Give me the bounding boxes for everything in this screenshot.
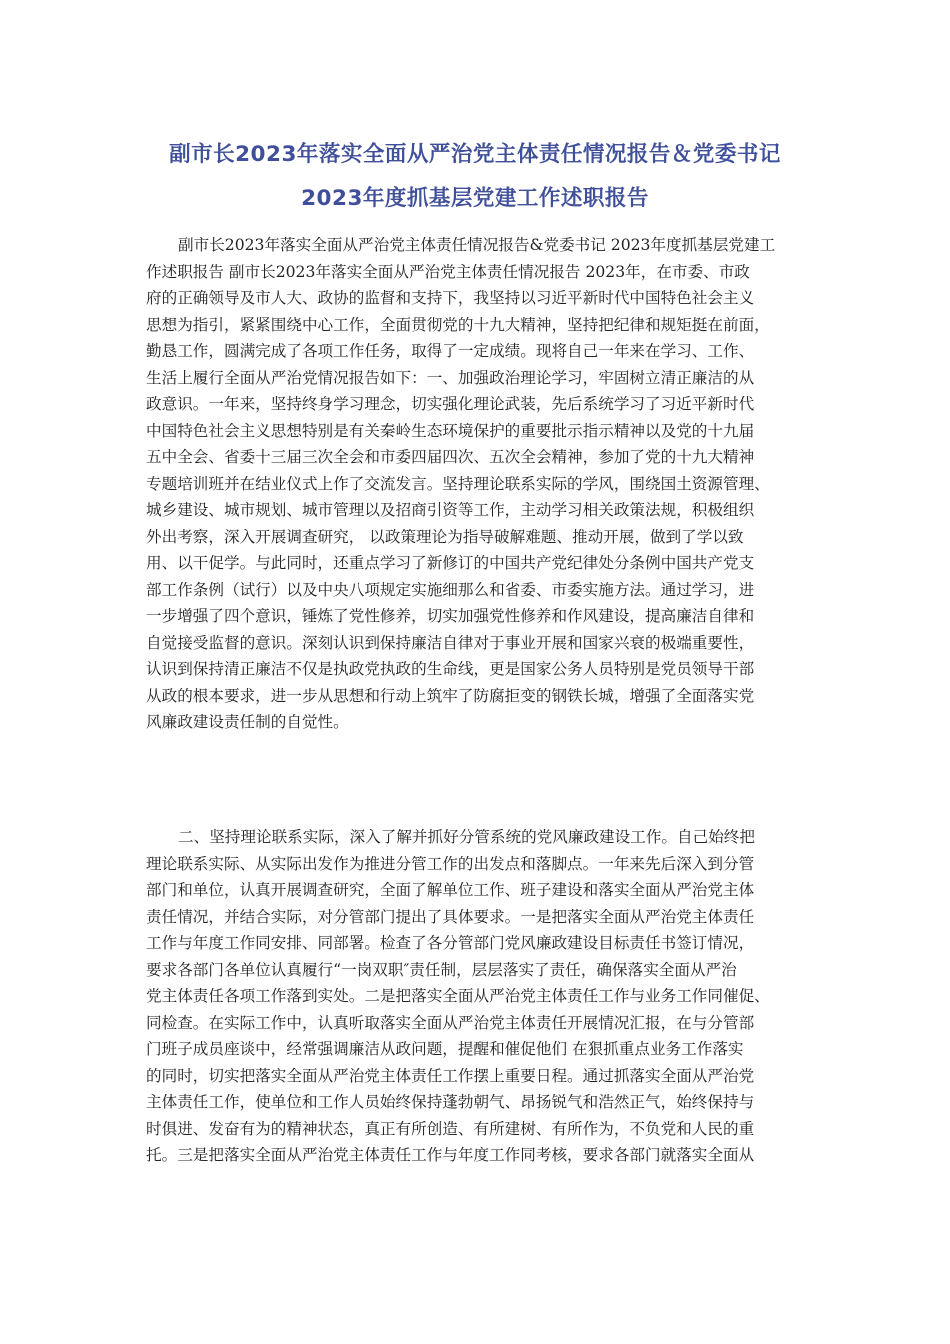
text-line: 专题培训班并在结业仪式上作了交流发言。坚持理论联系实际的学风，围绕国土资源管理、: [146, 474, 770, 493]
text-line: 作述职报告 副市长2023年落实全面从严治党主体责任情况报告 2023年，在市委、市政: [146, 262, 750, 281]
text-line: 从政的根本要求，进一步从思想和行动上筑牢了防腐拒变的钢铁长城，增强了全面落实党: [146, 686, 755, 705]
text-line: 府的正确领导及市人大、政协的监督和支持下，我坚持以习近平新时代中国特色社会主义: [146, 289, 755, 307]
text-line: 自觉接受监督的意识。深刻认识到保持廉洁自律对于事业开展和国家兴衰的极端重要性，: [146, 633, 755, 652]
text-line: 中国特色社会主义思想特别是有关秦岭生态环境保护的重要批示指示精神以及党的十九届: [146, 421, 755, 440]
text-line: 勤恳工作，圆满完成了各项工作任务，取得了一定成绩。现将自己一年来在学习、工作、: [146, 342, 755, 360]
text-line: 认识到保持清正廉洁不仅是执政党执政的生命线，更是国家公务人员特别是党员领导干部: [146, 660, 755, 678]
title-line-1: 副市长2023年落实全面从严治党主体责任情况报告＆党委书记: [169, 142, 781, 167]
text-line: 党主体责任各项工作落到实处。二是把落实全面从严治党主体责任工作与业务工作同催促、: [146, 987, 770, 1005]
text-line: 二、坚持理论联系实际，深入了解并抓好分管系统的党风廉政建设工作。自己始终把: [178, 828, 755, 846]
text-line: 的同时，切实把落实全面从严治党主体责任工作摆上重要日程。通过抓落实全面从严治党: [146, 1066, 755, 1085]
paragraph-1: [146, 232, 810, 736]
text-line: 理论联系实际、从实际出发作为推进分管工作的出发点和落脚点。一年来先后深入到分管: [146, 854, 755, 873]
text-line: 一步增强了四个意识，锤炼了党性修养，切实加强党性修养和作风建设，提高廉洁自律和: [146, 607, 755, 625]
text-line: 主体责任工作，使单位和工作人员始终保持蓬勃朝气、昂扬锐气和浩然正气，始终保持与: [146, 1093, 755, 1111]
text-line: 五中全会、省委十三届三次全会和市委四届四次、五次全会精神，参加了党的十九大精神: [146, 448, 755, 466]
text-line: 用、以干促学。与此同时，还重点学习了新修订的中国共产党纪律处分条例中国共产党支: [146, 554, 755, 572]
text-line: 要求各部门各单位认真履行“一岗双职″责任制，层层落实了责任，确保落实全面从严治: [146, 960, 737, 979]
text-line: 部工作条例（试行）以及中央八项规定实施细那么和省委、市委实施方法。通过学习，进: [146, 580, 755, 599]
text-line: 城乡建设、城市规划、城市管理以及招商引资等工作，主动学习相关政策法规，积极组织: [146, 501, 755, 519]
text-line: 工作与年度工作同安排、同部署。检查了各分管部门党风廉政建设目标责任书签订情况，: [146, 934, 755, 952]
title-line-2: 2023年度抓基层党建工作述职报告: [301, 186, 649, 211]
text-line: 副市长2023年落实全面从严治党主体责任情况报告&党委书记 2023年度抓基层党建工: [178, 236, 776, 254]
paragraph-2: [146, 824, 810, 1169]
text-line: 同检查。在实际工作中，认真听取落实全面从严治党主体责任开展情况汇报，在与分管部: [146, 1013, 755, 1032]
text-line: 思想为指引，紧紧围绕中心工作，全面贯彻党的十九大精神，坚持把纪律和规矩挺在前面，: [146, 315, 770, 334]
text-line: 门班子成员座谈中，经常强调廉洁从政问题，提醒和催促他们 在狠抓重点业务工作落实: [146, 1040, 744, 1058]
document-title: [120, 133, 830, 221]
text-line: 托。三是把落实全面从严治党主体责任工作与年度工作同考核，要求各部门就落实全面从: [146, 1146, 755, 1164]
text-line: 外出考察，深入开展调查研究， 以政策理论为指导破解难题、推动开展，做到了学以致: [146, 527, 744, 546]
text-line: 时俱进、发奋有为的精神状态，真正有所创造、有所建树、有所作为，不负党和人民的重: [146, 1119, 755, 1138]
text-line: 政意识。一年来，坚持终身学习理念，切实强化理论武装，先后系统学习了习近平新时代: [146, 395, 755, 413]
text-line: 部门和单位，认真开展调查研究，全面了解单位工作、班子建设和落实全面从严治党主体: [146, 881, 755, 899]
text-line: 风廉政建设责任制的自觉性。: [146, 713, 349, 731]
text-line: 生活上履行全面从严治党情况报告如下：一、加强政治理论学习，牢固树立清正廉洁的从: [146, 368, 755, 387]
text-line: 责任情况，并结合实际，对分管部门提出了具体要求。一是把落实全面从严治党主体责任: [146, 907, 755, 926]
